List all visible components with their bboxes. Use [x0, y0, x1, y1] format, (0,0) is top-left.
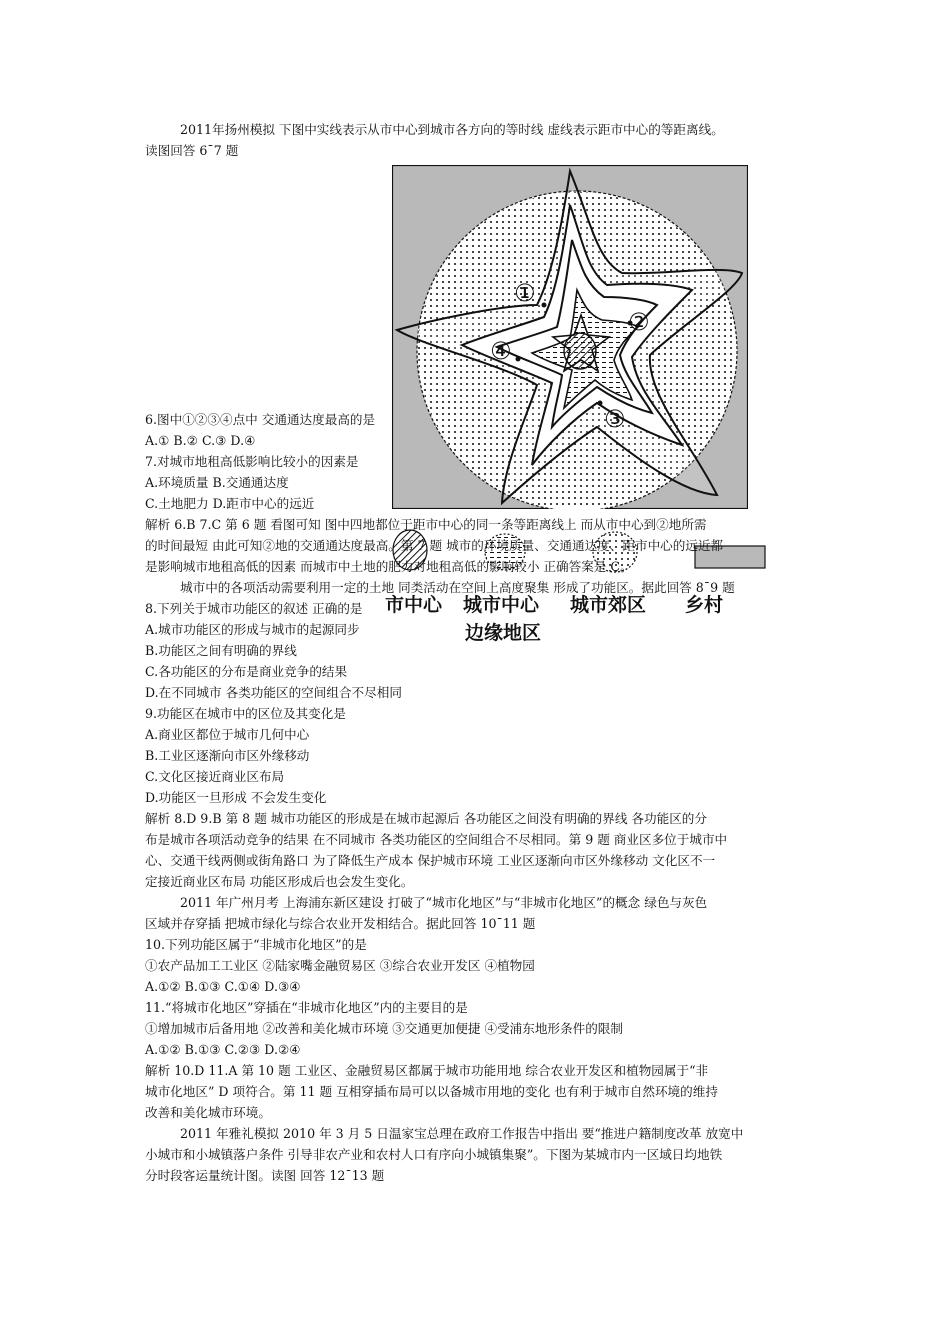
- legend-label-suburb: 城市郊区: [570, 594, 647, 616]
- point-label-3: ③: [604, 405, 626, 433]
- point-1-marker: [542, 303, 547, 308]
- q10-stem: 10.下列功能区属于“非城市化地区”的是: [145, 937, 367, 952]
- city-core: [564, 333, 596, 369]
- q9-option-d: D.功能区一旦形成 不会发生变化: [145, 790, 327, 805]
- q8-9-analysis-2: 布是城市各项活动竞争的结果 在不同城市 各类功能区的空间组合不尽相同。第 9 题 商业区多位于城市中: [145, 832, 728, 847]
- q8-9-analysis-1: 解析 8.D 9.B 第 8 题 城市功能区的形成是在城市起源后 各功能区之间没有明确的界线 各功能区的分: [145, 811, 707, 826]
- q8-9-intro: 城市中的各项活动需要利用一定的土地 同类活动在空间上高度聚集 形成了功能区。据此回答 8¯9 题: [180, 580, 735, 595]
- q10-11-analysis-2: 城市化地区” D 项符合。第 11 题 互相穿插布局可以以备城市用地的变化 也有利于城市自然环境的维持: [145, 1084, 718, 1099]
- q7-stem: 7.对城市地租高低影响比较小的因素是: [145, 454, 359, 469]
- q7-options-2: C.土地肥力 D.距市中心的远近: [145, 496, 315, 511]
- point-3-marker: [598, 401, 603, 406]
- q6-options: A.① B.② C.③ D.④: [145, 433, 256, 448]
- q10-11-intro-2: 区域并存穿插 把城市绿化与综合农业开发相结合。据此回答 10¯11 题: [145, 916, 536, 931]
- q12-13-intro-3: 分时段客运量统计图。读图 回答 12¯13 题: [145, 1168, 385, 1183]
- legend-label-center: 市中心: [385, 594, 443, 616]
- q6-stem: 6.图中①②③④点中 交通通达度最高的是: [145, 412, 376, 427]
- q6-7-intro-line-2: 读图回答 6¯7 题: [145, 143, 239, 158]
- q6-7-analysis-1: 解析 6.B 7.C 第 6 题 看图可知 图中四地都位于距市中心的同一条等距离线上 而从市中心到②地所需: [145, 517, 707, 532]
- q9-stem: 9.功能区在城市中的区位及其变化是: [145, 706, 346, 721]
- q6-7-intro-line-1: 2011年扬州模拟 下图中实线表示从市中心到城市各方向的等时线 虚线表示距市中心的等距离线。: [180, 122, 724, 137]
- q12-13-intro-2: 小城市和小城镇落户条件 引导非农产业和农村人口有序向小城镇集聚”。下图为某城市内一区域日均地铁: [145, 1147, 723, 1162]
- q8-option-b: B.功能区之间有明确的界线: [145, 643, 297, 658]
- q11-stem: 11.“将城市化地区”穿插在“非城市化地区”内的主要目的是: [145, 1000, 468, 1015]
- q6-7-analysis-3: 是影响城市地租高低的因素 而城市中土地的肥力对地租高低的影响较小 正确答案是 C。: [145, 559, 633, 574]
- q8-option-a: A.城市功能区的形成与城市的起源同步: [145, 622, 360, 637]
- q10-11-analysis-1: 解析 10.D 11.A 第 10 题 工业区、金融贸易区都属于城市功能用地 综合农业开发区和植物园属于“非: [145, 1063, 709, 1078]
- isochrone-map-figure: [392, 165, 748, 509]
- q9-option-a: A.商业区都位于城市几何中心: [145, 727, 310, 742]
- legend-label-rural: 乡村: [685, 594, 724, 616]
- q11-options: A.①② B.①③ C.②③ D.②④: [145, 1042, 301, 1057]
- q9-option-c: C.文化区接近商业区布局: [145, 769, 285, 784]
- q8-9-analysis-4: 定接近商业区布局 功能区形成后也会发生变化。: [145, 874, 414, 889]
- q7-options-1: A.环境质量 B.交通通达度: [145, 475, 289, 490]
- q9-option-b: B.工业区逐渐向市区外缘移动: [145, 748, 310, 763]
- q8-option-d: D.在不同城市 各类功能区的空间组合不尽相同: [145, 685, 402, 700]
- q10-options: A.①② B.①③ C.①④ D.③④: [145, 979, 301, 994]
- point-label-2: ②: [628, 308, 650, 336]
- q6-7-analysis-2: 的时间最短 由此可知②地的交通通达度最高。第 7 题 城市的环境质量、交通通达度、距市中心的远近都: [145, 538, 724, 553]
- q10-items: ①农产品加工工业区 ②陆家嘴金融贸易区 ③综合农业开发区 ④植物园: [145, 958, 535, 973]
- point-4-marker: [516, 357, 521, 362]
- q10-11-analysis-3: 改善和美化城市环境。: [145, 1105, 271, 1120]
- q8-option-c: C.各功能区的分布是商业竞争的结果: [145, 664, 348, 679]
- legend-label-fringe: 边缘地区: [465, 622, 542, 644]
- q11-items: ①增加城市后备用地 ②改善和美化城市环境 ③交通更加便捷 ④受浦东地形条件的限制: [145, 1021, 623, 1036]
- legend-label-city-center: 城市中心: [463, 594, 540, 616]
- q12-13-intro-1: 2011 年雅礼模拟 2010 年 3 月 5 日温家宝总理在政府工作报告中指出 要“推进户籍制度改革 放宽中: [180, 1126, 744, 1141]
- point-label-1: ①: [514, 279, 536, 307]
- q8-9-analysis-3: 心、交通干线两侧或街角路口 为了降低生产成本 保护城市环境 工业区逐渐向市区外缘移动 文化区不一: [145, 853, 716, 868]
- q8-stem: 8.下列关于城市功能区的叙述 正确的是: [145, 601, 363, 616]
- q10-11-intro-1: 2011 年广州月考 上海浦东新区建设 打破了“城市化地区”与“非城市化地区”的概念 绿色与灰色: [180, 895, 708, 910]
- point-label-4: ④: [490, 337, 512, 365]
